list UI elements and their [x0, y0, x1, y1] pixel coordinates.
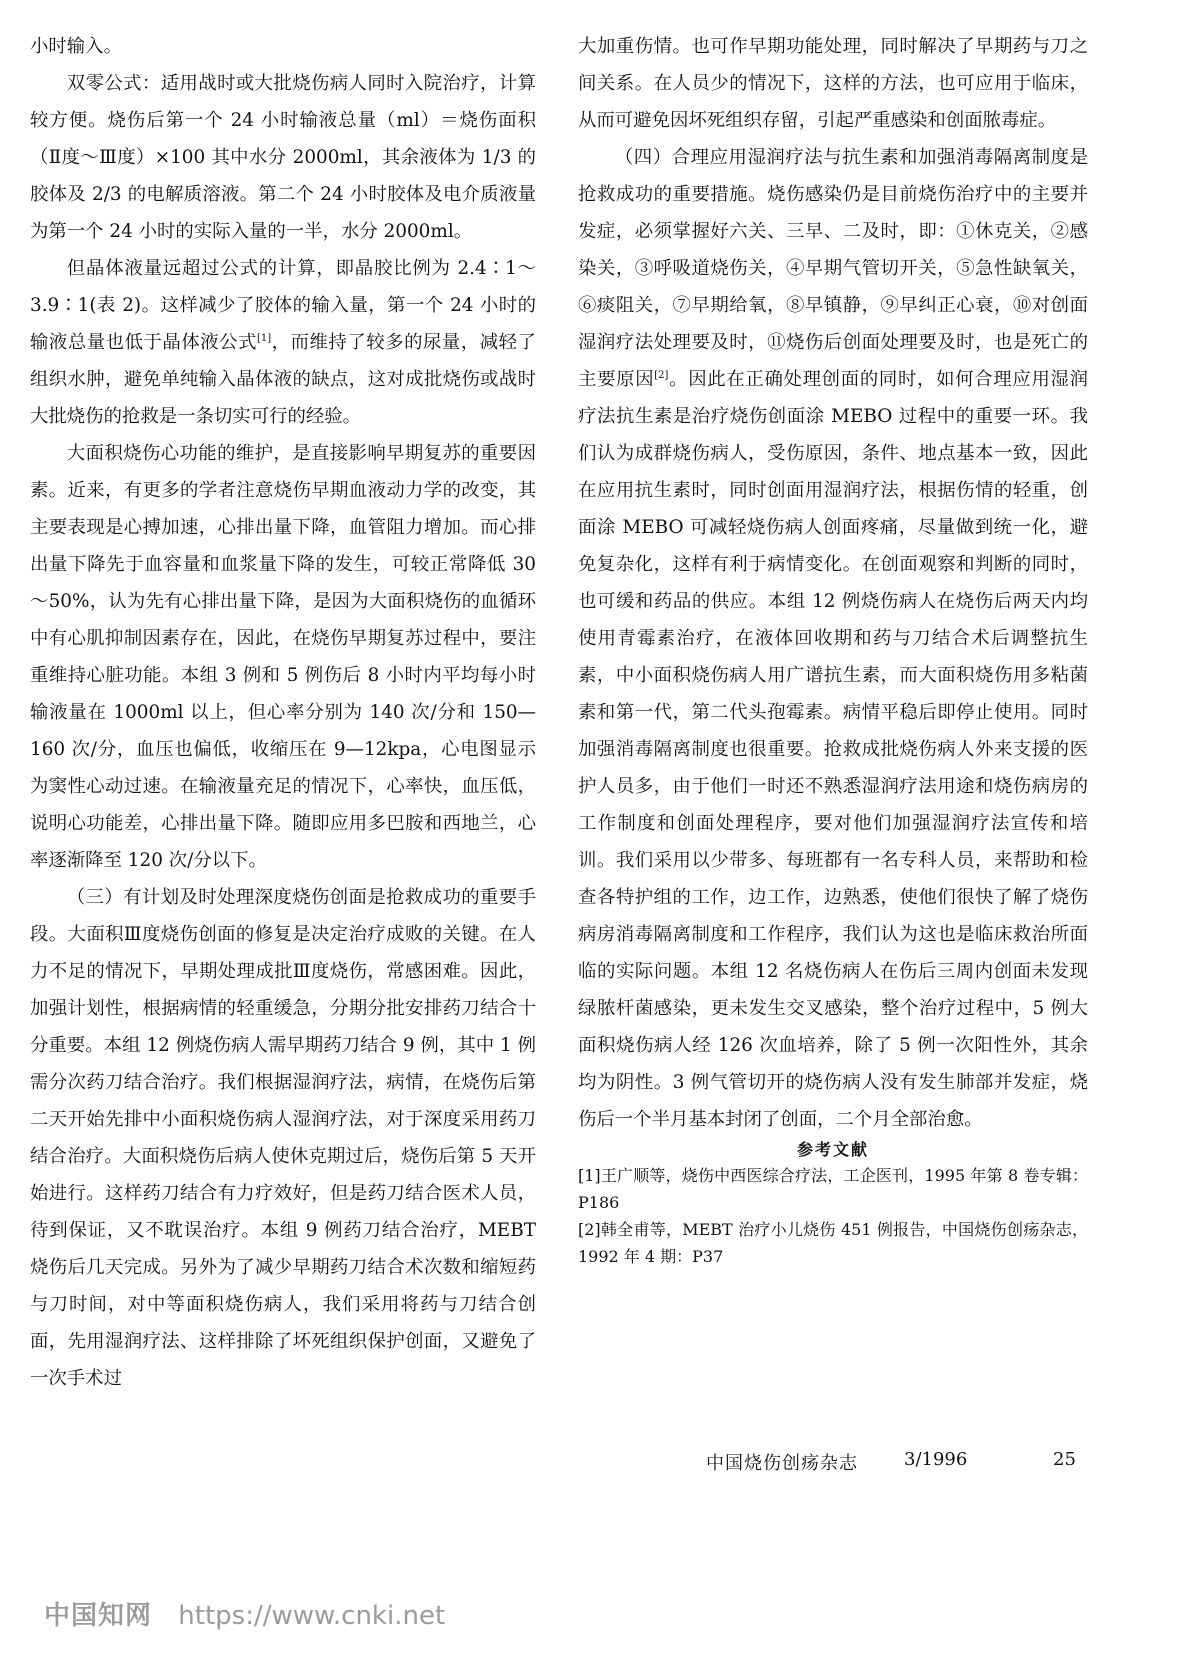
page-number: 25 [1053, 1449, 1076, 1470]
paragraph-text: 但晶体液量远超过公式的计算，即晶胶比例为 2.4∶1～3.9∶1(表 2)。这样减少了胶体的输入量，第一个 24 小时的输液总量也低于晶体液公式 [30, 258, 536, 353]
paragraph: （三）有计划及时处理深度烧伤创面是抢救成功的重要手段。大面积Ⅲ度烧伤创面的修复是决定治疗成败的关键。在人力不足的情况下，早期处理成批Ⅲ度烧伤，常感困难。因此，加强计划性，根据病情的轻重缓急，分期分批安排药刀结合十分重要。本组 12 例烧伤病人需早期药刀结合 9 例，其中 1 例需分次药刀结合治疗。我们根据湿润疗法，病情，在烧伤后第二天开始先排中小面积烧伤病人湿润疗法，对于深度采用药刀结合治疗。大面积烧伤后病人使休克期过后，烧伤后第 5 天开始进行。这样药刀结合有力疗效好，但是药刀结合医术人员，待到保证，又不耽误治疗。本组 9 例药刀结合治疗，MEBT 烧伤后几天完成。另外为了减少早期药刀结合术次数和缩短药与刀时间，对中等面积烧伤病人，我们采用将药与刀结合创面，先用湿润疗法、这样排除了坏死组织保护创面，又避免了一次手术过 [30, 887, 536, 1389]
references-title: 参考文献 [796, 1140, 869, 1159]
paragraph [30, 250, 536, 435]
paragraph [578, 139, 1088, 1138]
reference-item: [2]韩全甫等，MEBT 治疗小儿烧伤 451 例报告，中国烧伤创疡杂志，1992 年 4 期：P37 [578, 1220, 1088, 1266]
paragraph-text: （四）合理应用湿润疗法与抗生素和加强消毒隔离制度是抢救成功的重要措施。烧伤感染仍是目前烧伤治疗中的主要并发症，必须掌握好六关、三早、二及时，即：①休克关，②感染关，③呼吸道烧伤关，④早期气管切开关，⑤急性缺氧关，⑥痰阻关，⑦早期给氧，⑧早镇静，⑨早纠正心衰，⑩对创面湿润疗法处理要及时，⑪烧伤后创面处理要及时，也是死亡的主要原因 [578, 147, 1088, 390]
journal-name: 中国烧伤创疡杂志 [706, 1453, 858, 1474]
watermark-brand: 中国知网 [44, 1601, 153, 1631]
paragraph: 小时输入。 [30, 36, 122, 57]
paragraph-text: ，而维持了较多的尿量，减轻了组织水肿，避免单纯输入晶体液的缺点，这对成批烧伤或战时大批烧伤的抢救是一条切实可行的经验。 [30, 332, 536, 427]
paragraph: 大加重伤情。也可作早期功能处理，同时解决了早期药与刀之间关系。在人员少的情况下，这样的方法，也可应用于临床，从而可避免因坏死组织存留，引起严重感染和创面脓毒症。 [578, 36, 1088, 131]
paragraph-text: 。因此在正确处理创面的同时，如何合理应用湿润疗法抗生素是治疗烧伤创面涂 MEBO 过程中的重要一环。我们认为成群烧伤病人，受伤原因，条件、地点基本一致，因此在应用抗生素时，同时创面用湿润疗法，根据伤情的轻重，创面涂 MEBO 可减轻烧伤病人创面疼痛，尽量做到统一化，避免复杂化，这样有利于病情变化。在创面观察和判断的同时，也可缓和药品的供应。本组 12 例烧伤病人在烧伤后两天内均使用青霉素治疗，在液体回收期和药与刀结合术后调整抗生素，中小面积烧伤病人用广谱抗生素，而大面积烧伤用多粘菌素和第一代，第二代头孢霉素。病情平稳后即停止使用。同时加强消毒隔离制度也很重要。抢救成批烧伤病人外来支援的医护人员多，由于他们一时还不熟悉湿润疗法用途和烧伤病房的工作制度和创面处理程序，要对他们加强湿润疗法宣传和培训。我们采用以少带多、每班都有一名专科人员，来帮助和检查各特护组的工作，边工作，边熟悉，使他们很快了解了烧伤病房消毒隔离制度和工作程序，我们认为这也是临床救治所面临的实际问题。本组 12 名烧伤病人在伤后三周内创面未发现绿脓杆菌感染，更未发生交叉感染，整个治疗过程中，5 例大面积烧伤病人经 126 次血培养，除了 5 例一次阳性外，其余均为阴性。3 例气管切开的烧伤病人没有发生肺部并发症，烧伤后一个半月基本封闭了创面，二个月全部治愈。 [578, 369, 1088, 1130]
right-column [578, 28, 1088, 1270]
paragraph: 双零公式：适用战时或大批烧伤病人同时入院治疗，计算较方便。烧伤后第一个 24 小时输液总量（ml）＝烧伤面积（Ⅱ度～Ⅲ度）×100 其中水分 2000ml，其余液体为 1/3 的胶体及 2/3 的电解质溶液。第二个 24 小时胶体及电介质液量为第一个 24 小时的实际入量的一半，水分 2000ml。 [30, 73, 536, 242]
issue-number: 3/1996 [904, 1449, 968, 1470]
reference-item: [1]王广顺等，烧伤中西医综合疗法，工企医刊，1995 年第 8 卷专辑：P186 [578, 1166, 1088, 1212]
left-column [30, 28, 536, 1397]
paragraph: 大面积烧伤心功能的维护，是直接影响早期复苏的重要因素。近来，有更多的学者注意烧伤早期血液动力学的改变，其主要表现是心搏加速，心排出量下降，血管阻力增加。而心排出量下降先于血容量和血浆量下降的发生，可较正常降低 30～50%，认为先有心排出量下降，是因为大面积烧伤的血循环中有心肌抑制因素存在，因此，在烧伤早期复苏过程中，要注重维持心脏功能。本组 3 例和 5 例伤后 8 小时内平均每小时输液量在 1000ml 以上，但心率分别为 140 次/分和 150—160 次/分，血压也偏低，收缩压在 9—12kpa，心电图显示为窦性心动过速。在输液量充足的情况下，心率快，血压低，说明心功能差，心排出量下降。随即应用多巴胺和西地兰，心率逐渐降至 120 次/分以下。 [30, 443, 536, 871]
watermark [44, 1595, 445, 1632]
citation-ref: [1] [256, 332, 272, 344]
citation-ref: [2] [654, 369, 669, 381]
watermark-url[interactable]: https://www.cnki.net [178, 1601, 446, 1631]
